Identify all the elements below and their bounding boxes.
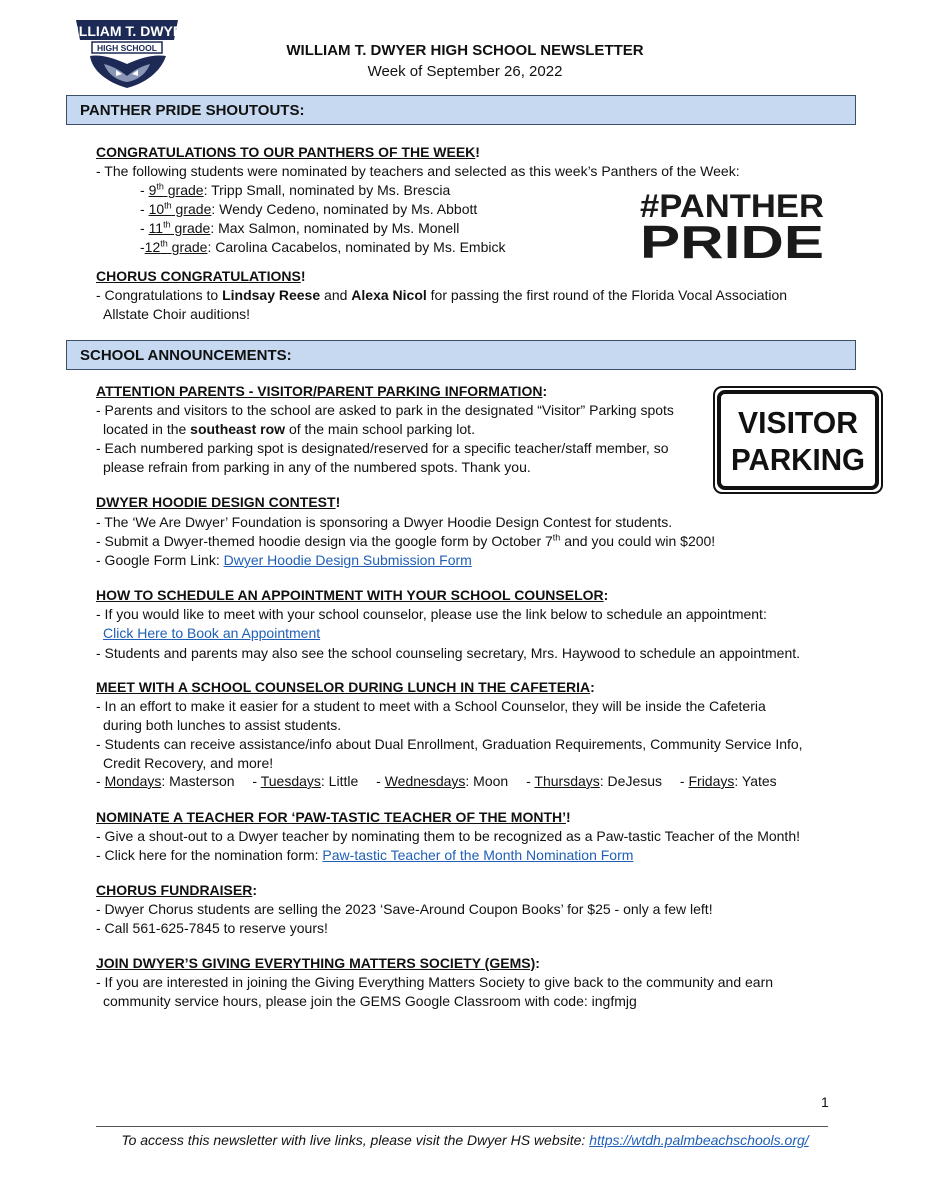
lunch-line-1: - In an effort to make it easier for a student to meet with a School Counselor, they will be inside the Cafeteria [96,698,766,714]
pride-line1: #PANTHER [640,188,824,224]
teacher-line-1: - Give a shout-out to a Dwyer teacher by nominating them to be recognized as a Paw-tastic Teacher of the Month! [96,828,800,844]
parking-heading: ATTENTION PARENTS - VISITOR/PARENT PARKING INFORMATION: [96,383,548,399]
panther-pride-graphic [638,187,826,268]
section-band-announcements: SCHOOL ANNOUNCEMENTS: [66,340,856,370]
lunch-line-4: Credit Recovery, and more! [103,755,274,771]
newsletter-date: Week of September 26, 2022 [367,63,563,80]
grade-line-12: -12th grade: Carolina Cacabelos, nominated by Ms. Embick [140,238,506,255]
panthers-intro: - The following students were nominated by teachers and selected as this week’s Panthers of the Week: [96,163,740,179]
gems-line-1: - If you are interested in joining the Giving Everything Matters Society to give back to the community and earn [96,974,774,990]
teacher-heading: NOMINATE A TEACHER FOR ‘PAW-TASTIC TEACHER OF THE MONTH’! [96,809,571,825]
fundraiser-heading: CHORUS FUNDRAISER: [96,882,258,898]
newsletter-title: WILLIAM T. DWYER HIGH SCHOOL NEWSLETTER [286,42,644,59]
grade-line-10: - 10th grade: Wendy Cedeno, nominated by Ms. Abbott [140,200,478,217]
footer-note: To access this newsletter with live links, please visit the Dwyer HS website: https://wtdh.palmbeachschools.org/ [121,1132,809,1148]
footer-divider [96,1126,828,1127]
book-appointment-link[interactable]: Click Here to Book an Appointment [103,625,321,641]
day-monday: Mondays [104,773,162,789]
counselor-link-row [103,624,320,642]
fundraiser-line-1: - Dwyer Chorus students are selling the 2023 ‘Save-Around Coupon Books’ for $25 - only a few left! [96,901,713,917]
website-link[interactable]: https://wtdh.palmbeachschools.org/ [589,1132,809,1148]
sign-line2: PARKING [731,442,865,477]
day-thursday: Thursdays [534,773,600,789]
visitor-parking-sign [712,385,884,495]
chorus-line-2: Allstate Choir auditions! [103,306,251,322]
pride-line2: PRIDE [640,216,824,268]
hoodie-line-3: - Google Form Link: Dwyer Hoodie Design Submission Form [96,552,472,568]
day-wednesday: Wednesdays [384,773,466,789]
parking-line-2: located in the southeast row of the main school parking lot. [103,421,475,437]
parking-line-1: - Parents and visitors to the school are asked to park in the designated “Visitor” Parking spots [96,402,674,418]
grade-line-11: - 11th grade: Max Salmon, nominated by Ms. Monell [140,219,460,236]
counselor-line-1: - If you would like to meet with your school counselor, please use the link below to schedule an appointment: [96,606,767,622]
counselor-heading: HOW TO SCHEDULE AN APPOINTMENT WITH YOUR SCHOOL COUNSELOR: [96,587,609,603]
gems-line-2: community service hours, please join the GEMS Google Classroom with code: ingfmjg [103,993,637,1009]
logo-top-text: WILLIAM T. DWYER [61,23,193,39]
panthers-heading: CONGRATULATIONS TO OUR PANTHERS OF THE WEEK! [96,144,480,160]
nomination-form-link[interactable]: Paw-tastic Teacher of the Month Nomination Form [322,847,634,863]
lunch-line-3: - Students can receive assistance/info about Dual Enrollment, Graduation Requirements, Community Service Info, [96,736,803,752]
logo-bottom-text: HIGH SCHOOL [97,43,157,53]
counselor-line-2: - Students and parents may also see the school counseling secretary, Mrs. Haywood to schedule an appointment. [96,645,801,661]
parking-line-3: - Each numbered parking spot is designated/reserved for a specific teacher/staff member, so [96,440,669,456]
section-band-pride: PANTHER PRIDE SHOUTOUTS: [66,95,856,125]
teacher-line-2: - Click here for the nomination form: Paw-tastic Teacher of the Month Nomination Form [96,847,634,863]
grade-line-9: - 9th grade: Tripp Small, nominated by Ms. Brescia [140,181,451,198]
parking-line-4: please refrain from parking in any of the numbered spots. Thank you. [103,459,531,475]
lunch-heading: MEET WITH A SCHOOL COUNSELOR DURING LUNCH IN THE CAFETERIA: [96,679,595,695]
counselor-schedule: - Mondays: Masterson - Tuesdays: Little - Wednesdays: Moon - Thursdays: DeJesus - Fridays: Yates [96,773,777,789]
hoodie-heading: DWYER HOODIE DESIGN CONTEST! [96,494,341,510]
sign-line1: VISITOR [738,405,858,440]
fundraiser-line-2: - Call 561-625-7845 to reserve yours! [96,920,328,936]
chorus-heading: CHORUS CONGRATULATIONS! [96,268,306,284]
day-friday: Fridays [688,773,735,789]
hoodie-line-1: - The ‘We Are Dwyer’ Foundation is sponsoring a Dwyer Hoodie Design Contest for students. [96,514,673,530]
gems-heading: JOIN DWYER’S GIVING EVERYTHING MATTERS SOCIETY (GEMS): [96,955,540,971]
chorus-line-1: - Congratulations to Lindsay Reese and Alexa Nicol for passing the first round of the Florida Vocal Association [96,287,788,303]
day-tuesday: Tuesdays [260,773,321,789]
hoodie-form-link[interactable]: Dwyer Hoodie Design Submission Form [223,552,472,568]
hoodie-line-2: - Submit a Dwyer-themed hoodie design via the google form by October 7th and you could win $200! [96,532,716,549]
lunch-line-2: during both lunches to assist students. [103,717,342,733]
page-number: 1 [821,1094,829,1110]
